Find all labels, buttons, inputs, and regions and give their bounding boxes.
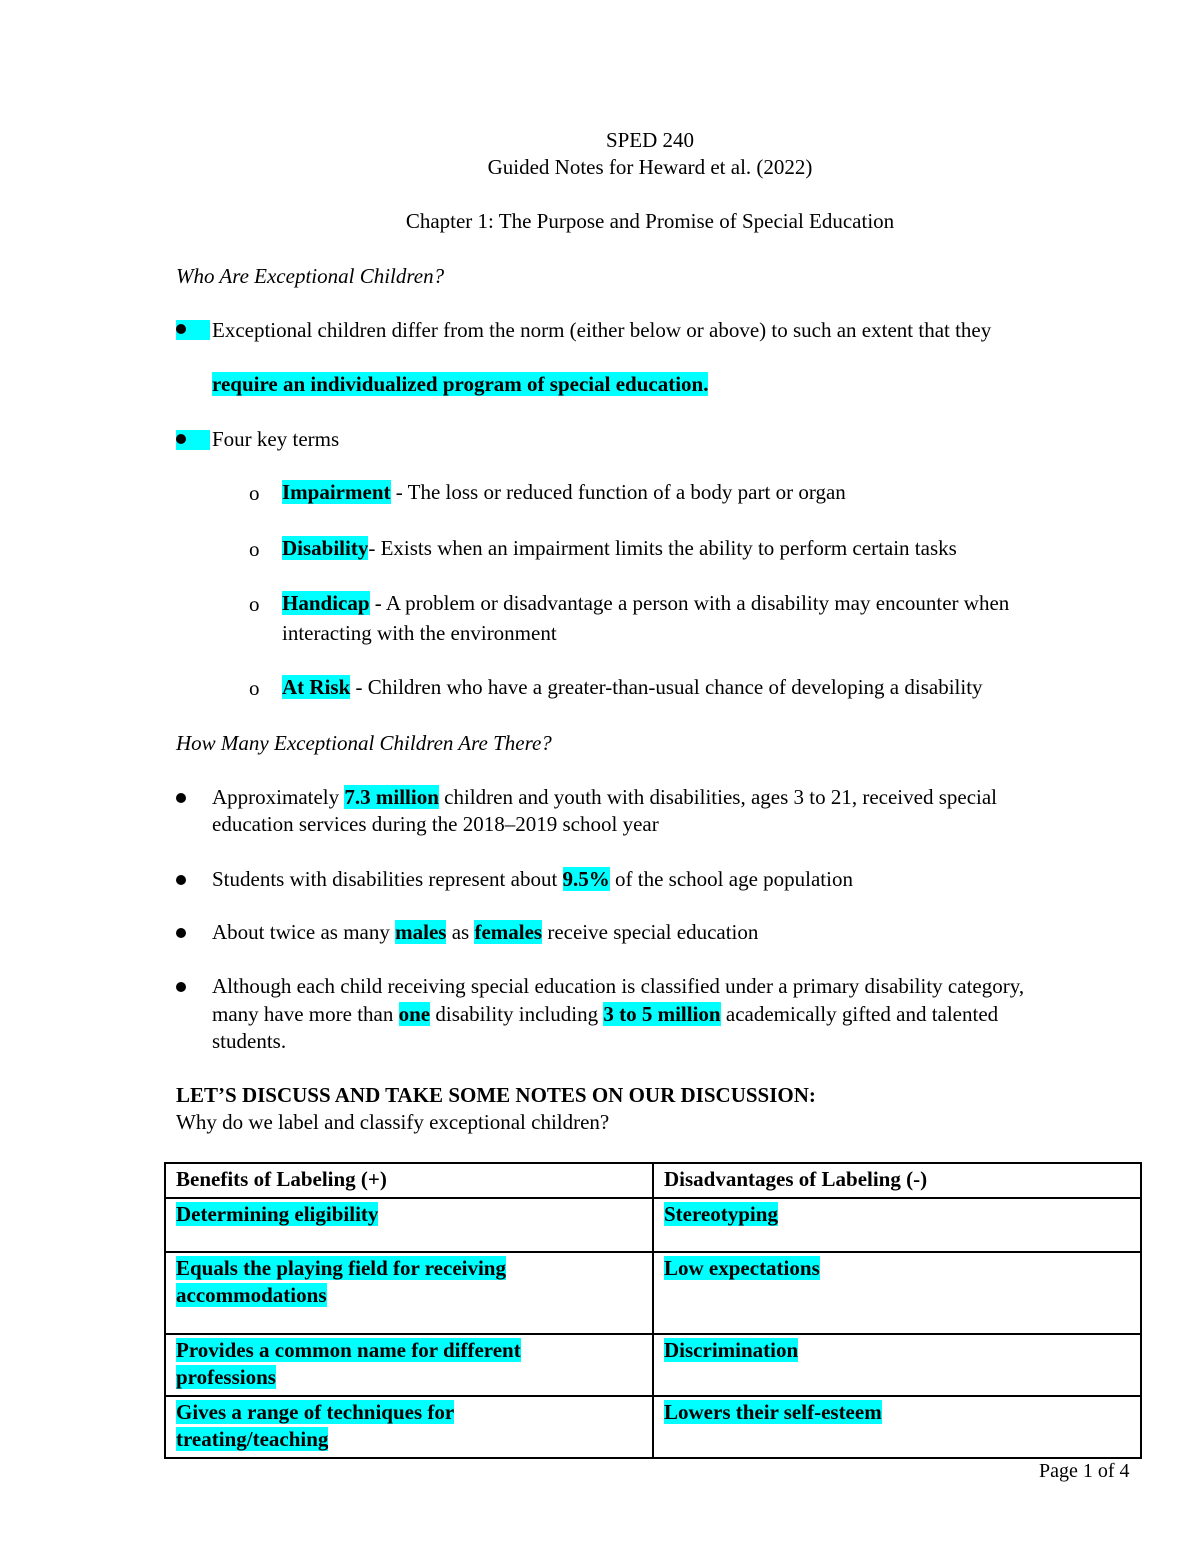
table-row xyxy=(165,1198,1141,1252)
table-header-disadvantages: Disadvantages of Labeling (-) xyxy=(653,1163,1141,1198)
stat-item: Approximately 7.3 million children and youth with disabilities, ages 3 to 21, received special xyxy=(212,785,998,809)
circle-bullet-icon: o xyxy=(249,592,260,616)
table-row xyxy=(165,1252,1141,1334)
chapter-title: Chapter 1: The Purpose and Promise of Special Education xyxy=(405,209,895,233)
bullet-icon xyxy=(176,928,186,938)
bullet-icon xyxy=(176,793,186,803)
term-item: Handicap - A problem or disadvantage a person with a disability may encounter when xyxy=(282,591,1010,615)
table-cell: Low expectations xyxy=(653,1252,1141,1334)
bullet-answer: require an individualized program of special education. xyxy=(212,372,709,396)
discussion-heading: LET’S DISCUSS AND TAKE SOME NOTES ON OUR DISCUSSION: xyxy=(176,1083,816,1107)
table-cell: Lowers their self-esteem xyxy=(653,1396,1141,1458)
table-cell: Stereotyping xyxy=(653,1198,1141,1252)
table-row xyxy=(165,1396,1141,1458)
table-header-row xyxy=(165,1163,1141,1198)
table-row xyxy=(165,1334,1141,1396)
table-cell: Determining eligibility xyxy=(165,1198,653,1252)
circle-bullet-icon: o xyxy=(249,537,260,561)
table-cell: Discrimination xyxy=(653,1334,1141,1396)
term-item-cont: interacting with the environment xyxy=(282,621,557,645)
section-heading-who: Who Are Exceptional Children? xyxy=(176,264,445,288)
bullet-icon xyxy=(176,875,186,885)
circle-bullet-icon: o xyxy=(249,481,260,505)
course-title: SPED 240 xyxy=(605,128,695,152)
stat-item: Students with disabilities represent about 9.5% of the school age population xyxy=(212,867,853,891)
stat-item: Although each child receiving special education is classified under a primary disability category, xyxy=(212,974,1025,998)
term-item: At Risk - Children who have a greater-than-usual chance of developing a disability xyxy=(282,675,983,699)
discussion-question: Why do we label and classify exceptional children? xyxy=(176,1110,610,1134)
subtitle: Guided Notes for Heward et al. (2022) xyxy=(487,155,813,179)
table-cell: Provides a common name for different professions xyxy=(165,1334,653,1396)
term-item: Impairment - The loss or reduced function of a body part or organ xyxy=(282,480,846,504)
table-header-benefits: Benefits of Labeling (+) xyxy=(165,1163,653,1198)
labeling-table xyxy=(164,1162,1142,1459)
stat-item-cont: students. xyxy=(212,1029,287,1053)
term-item: Disability- Exists when an impairment limits the ability to perform certain tasks xyxy=(282,536,957,560)
bullet-icon xyxy=(176,982,186,992)
stat-item-cont: education services during the 2018–2019 school year xyxy=(212,812,659,836)
table-cell: Gives a range of techniques for treating/teaching xyxy=(165,1396,653,1458)
stat-item: About twice as many males as females receive special education xyxy=(212,920,759,944)
circle-bullet-icon: o xyxy=(249,676,260,700)
bullet-icon xyxy=(176,430,210,450)
table-cell: Equals the playing field for receiving accommodations xyxy=(165,1252,653,1334)
stat-item-cont: many have more than one disability including 3 to 5 million academically gifted and talented xyxy=(212,1002,999,1026)
bullet-text: Exceptional children differ from the norm (either below or above) to such an extent that they xyxy=(212,318,992,342)
page-number: Page 1 of 4 xyxy=(1039,1460,1130,1482)
section-heading-how-many: How Many Exceptional Children Are There? xyxy=(176,731,552,755)
bullet-icon xyxy=(176,320,210,340)
bullet-text: Four key terms xyxy=(212,427,340,451)
